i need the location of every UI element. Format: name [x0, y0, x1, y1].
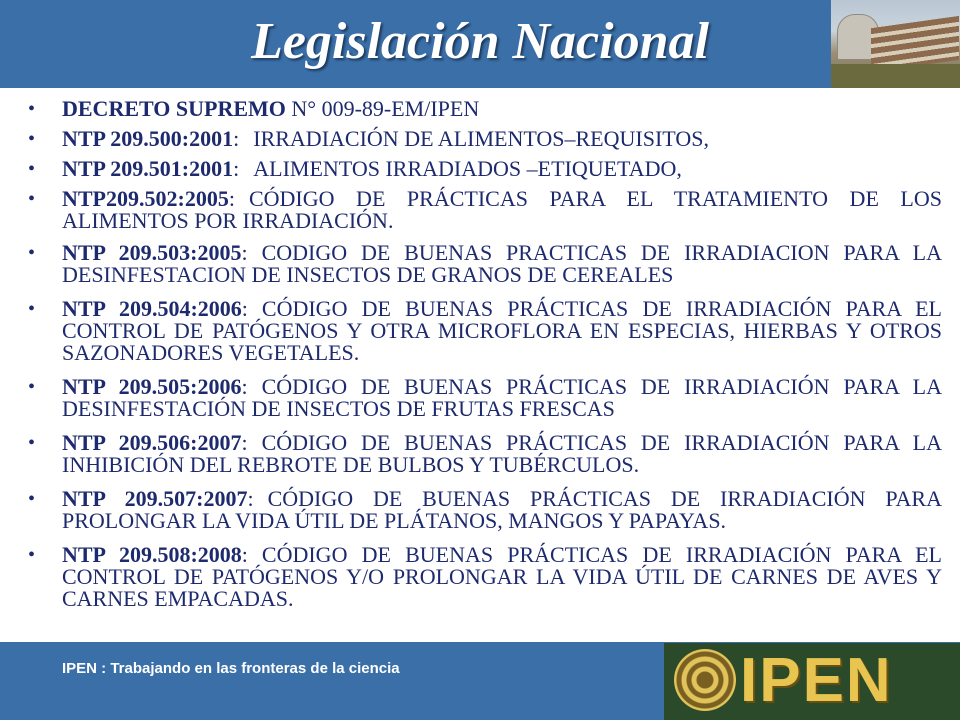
item-separator: :: [228, 186, 235, 211]
list-item: [28, 186, 942, 233]
list-item: [28, 126, 942, 151]
bullet-icon: •: [28, 98, 36, 120]
item-desc: ALIMENTOS IRRADIADOS –ETIQUETADO,: [253, 156, 682, 181]
bullet-icon: •: [28, 188, 36, 210]
list-item: [28, 374, 942, 421]
item-desc: CÓDIGO DE BUENAS PRÁCTICAS DE IRRADIACIÓN PARA LA DESINFESTACIÓN DE INSECTOS DE FRUTAS FRESCAS: [62, 374, 942, 421]
item-separator: :: [241, 430, 248, 455]
bullet-icon: •: [28, 432, 36, 454]
footer-slogan: IPEN : Trabajando en las fronteras de la ciencia: [62, 660, 400, 677]
item-desc: CÓDIGO DE BUENAS PRÁCTICAS DE IRRADIACIÓN PARA EL CONTROL DE PATÓGENOS Y OTRA MICROFLORA EN ESPECIAS, HIERBAS Y OTROS SAZONADORES VEGETALES.: [62, 296, 942, 365]
bullet-icon: •: [28, 544, 36, 566]
logo-wordmark: IPEN: [740, 646, 893, 715]
item-desc: CÓDIGO DE PRÁCTICAS PARA EL TRATAMIENTO DE LOS ALIMENTOS POR IRRADIACIÓN.: [62, 186, 942, 233]
list-item: [28, 240, 942, 287]
item-desc: CODIGO DE BUENAS PRACTICAS DE IRRADIACION PARA LA DESINFESTACION DE INSECTOS DE GRANOS DE CEREALES: [62, 240, 942, 287]
item-code: NTP 209.506:2007: [62, 430, 242, 455]
item-desc: IRRADIACIÓN DE ALIMENTOS–REQUISITOS,: [253, 126, 709, 151]
item-desc: CÓDIGO DE BUENAS PRÁCTICAS DE IRRADIACIÓN PARA PROLONGAR LA VIDA ÚTIL DE PLÁTANOS, MANGOS Y PAPAYAS.: [62, 486, 942, 533]
bullet-icon: •: [28, 298, 36, 320]
item-desc: CÓDIGO DE BUENAS PRÁCTICAS DE IRRADIACIÓN PARA LA INHIBICIÓN DEL REBROTE DE BULBOS Y TUBÉRCULOS.: [62, 430, 942, 477]
item-code: NTP 209.503:2005: [62, 240, 242, 265]
item-separator: :: [247, 486, 254, 511]
list-item: [28, 96, 942, 121]
item-separator: :: [241, 542, 248, 567]
list-item: [28, 296, 942, 365]
slide-title: Legislación Nacional: [251, 13, 709, 70]
list-item: [28, 542, 942, 611]
list-item: [28, 486, 942, 533]
atom-emblem-icon: [674, 649, 736, 711]
item-code: NTP 209.504:2006: [62, 296, 242, 321]
bullet-icon: •: [28, 128, 36, 150]
ground: [831, 64, 960, 88]
item-desc: CÓDIGO DE BUENAS PRÁCTICAS DE IRRADIACIÓN PARA EL CONTROL DE PATÓGENOS Y/O PROLONGAR LA VIDA ÚTIL DE CARNES DE AVES Y CARNES EMPACADAS.: [62, 542, 942, 611]
item-code: NTP 209.501:2001: [62, 156, 234, 181]
item-separator: :: [241, 240, 248, 265]
bullet-icon: •: [28, 376, 36, 398]
item-separator: :: [241, 296, 248, 321]
item-code: NTP209.502:2005: [62, 186, 229, 211]
item-code: NTP 209.507:2007: [62, 486, 248, 511]
list-item: [28, 430, 942, 477]
item-separator: :: [233, 126, 240, 151]
building-photo: [831, 0, 960, 88]
ipen-logo: [664, 643, 960, 720]
item-desc: N° 009-89-EM/IPEN: [291, 96, 480, 121]
bullet-icon: •: [28, 488, 36, 510]
bullet-icon: •: [28, 242, 36, 264]
list-item: [28, 156, 942, 181]
bullet-icon: •: [28, 158, 36, 180]
item-separator: :: [233, 156, 240, 181]
item-separator: :: [241, 374, 248, 399]
item-code: NTP 209.500:2001: [62, 126, 234, 151]
item-code: NTP 209.508:2008: [62, 542, 242, 567]
item-code: DECRETO SUPREMO: [62, 96, 286, 121]
item-code: NTP 209.505:2006: [62, 374, 242, 399]
